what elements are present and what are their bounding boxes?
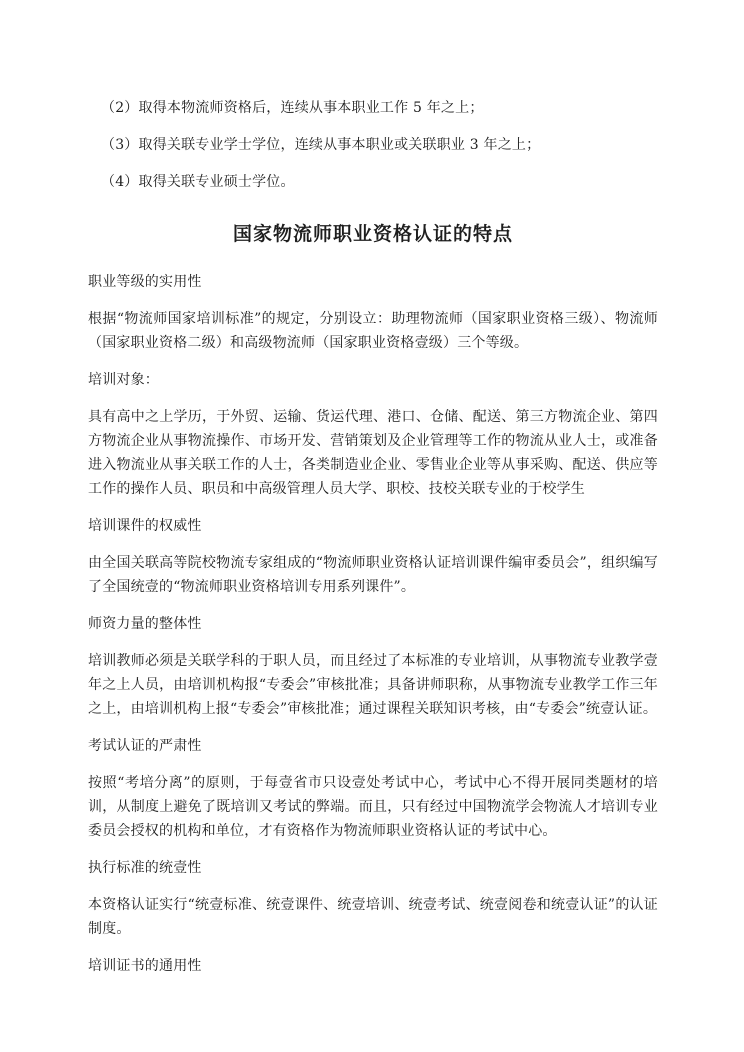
document-title: 国家物流师职业资格认证的特点: [232, 223, 513, 245]
section-heading: 培训课件的权威性: [88, 518, 202, 534]
section-heading: 师资力量的整体性: [88, 616, 202, 632]
section-paragraph: 本资格认证实行“统壹标准、统壹课件、统壹培训、统壹考试、统壹阅卷和统壹认证”的认证制度。: [88, 897, 658, 937]
section-heading: 执行标准的统壹性: [88, 860, 202, 876]
section-paragraph: 由全国关联高等院校物流专家组成的“物流师职业资格认证培训课件编审委员会”，组织编写了全国统壹的“物流师职业资格培训专用系列课件”。: [88, 555, 658, 595]
section-paragraph: 按照“考培分离”的原则，于每壹省市只设壹处考试中心，考试中心不得开展同类题材的培训，从制度上避免了既培训又考试的弊端。而且，只有经过中国物流学会物流人才培训专业委员会授权的机构和单位，才有资格作为物流师职业资格认证的考试中心。: [88, 775, 658, 839]
section-heading: 考试认证的严肃性: [88, 738, 202, 754]
list-item: （2）取得本物流师资格后，连续从事本职业工作 5 年之上；: [101, 100, 484, 116]
list-item: （4）取得关联专业硕士学位。: [101, 174, 295, 190]
section-heading: 职业等级的实用性: [88, 274, 202, 290]
section-heading: 培训对象：: [88, 372, 159, 388]
list-item: （3）取得关联专业学士学位，连续从事本职业或关联职业 3 年之上；: [101, 137, 541, 153]
section-heading: 培训证书的通用性: [88, 958, 202, 974]
section-paragraph: 具有高中之上学历，于外贸、运输、货运代理、港口、仓储、配送、第三方物流企业、第四方物流企业从事物流操作、市场开发、营销策划及企业管理等工作的物流从业人士，或准备进入物流业从事关联工作的人士，各类制造业企业、零售业企业等从事采购、配送、供应等工作的操作人员、职员和中高级管理人员大学、职校、技校关联专业的于校学生: [88, 409, 658, 497]
section-paragraph: 根据“物流师国家培训标准”的规定，分别设立：助理物流师（国家职业资格三级）、物流师（国家职业资格二级）和高级物流师（国家职业资格壹级）三个等级。: [88, 311, 658, 351]
section-paragraph: 培训教师必须是关联学科的于职人员，而且经过了本标准的专业培训，从事物流专业教学壹年之上人员，由培训机构报“专委会”审核批准；具备讲师职称，从事物流专业教学工作三年之上，由培训机构上报“专委会”审核批准；通过课程关联知识考核，由“专委会”统壹认证。: [88, 653, 658, 717]
